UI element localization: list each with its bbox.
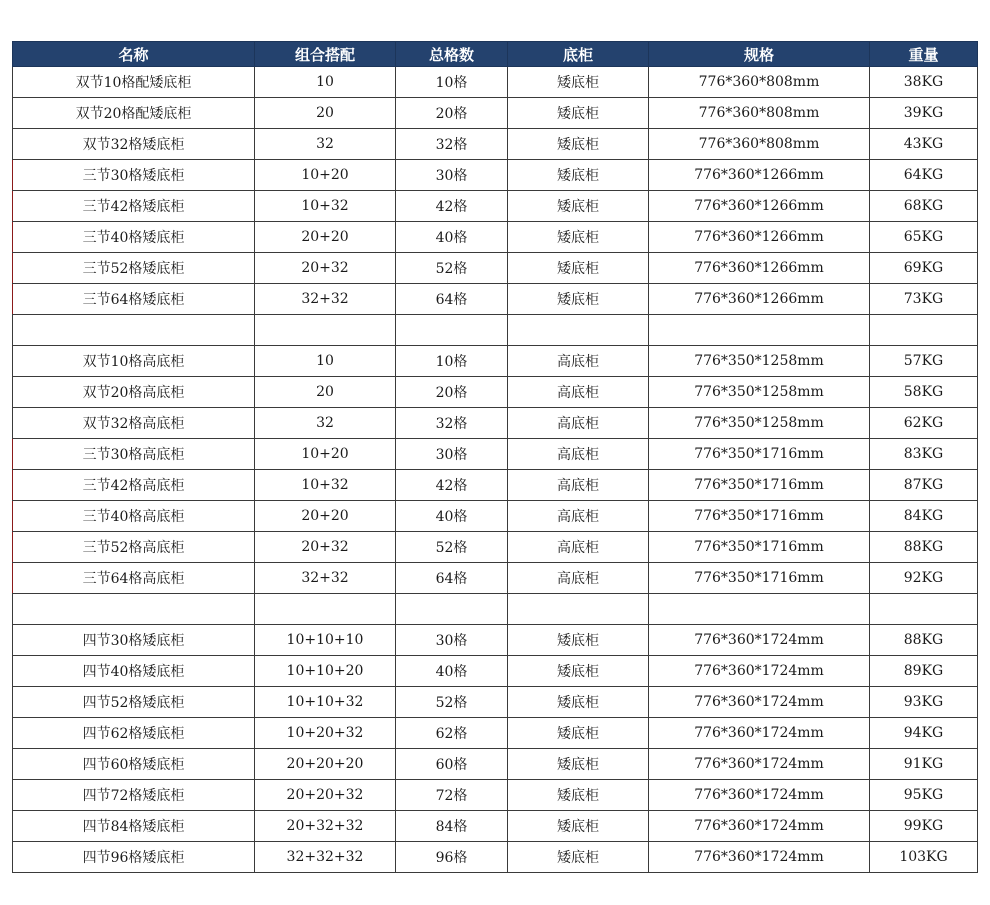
column-header-total-slots: 总格数 <box>396 42 508 67</box>
cell-name: 三节64格高底柜 <box>13 563 255 594</box>
cell-base-cabinet: 矮底柜 <box>508 284 649 315</box>
cell-base-cabinet: 高底柜 <box>508 501 649 532</box>
cell-combination: 20+20+20 <box>255 749 396 780</box>
cell-base-cabinet: 高底柜 <box>508 346 649 377</box>
column-header-combination: 组合搭配 <box>255 42 396 67</box>
cell-spec: 776*350*1258mm <box>649 377 870 408</box>
separator-row <box>13 594 978 625</box>
cell-name: 三节52格矮底柜 <box>13 253 255 284</box>
cell-base-cabinet: 高底柜 <box>508 470 649 501</box>
cell-weight: 89KG <box>870 656 978 687</box>
cell-total-slots: 64格 <box>396 563 508 594</box>
cell-combination: 20+32+32 <box>255 811 396 842</box>
cell-total-slots: 20格 <box>396 377 508 408</box>
cell-total-slots: 10格 <box>396 67 508 98</box>
cell-weight: 95KG <box>870 780 978 811</box>
cell-spec: 776*360*1724mm <box>649 811 870 842</box>
cell-spec: 776*360*1266mm <box>649 253 870 284</box>
cell-combination: 32+32 <box>255 563 396 594</box>
cell-name: 双节10格高底柜 <box>13 346 255 377</box>
cell-name: 四节96格矮底柜 <box>13 842 255 873</box>
table-row <box>13 470 978 501</box>
cell-total-slots: 40格 <box>396 222 508 253</box>
cell-total-slots <box>396 315 508 346</box>
cell-combination: 10+20+32 <box>255 718 396 749</box>
cell-combination: 10+10+20 <box>255 656 396 687</box>
cell-combination: 10+10+10 <box>255 625 396 656</box>
cell-combination: 10+10+32 <box>255 687 396 718</box>
cell-combination: 20+20 <box>255 222 396 253</box>
cell-weight: 58KG <box>870 377 978 408</box>
cell-combination: 20 <box>255 377 396 408</box>
cell-total-slots: 64格 <box>396 284 508 315</box>
cell-base-cabinet: 矮底柜 <box>508 749 649 780</box>
cell-weight: 103KG <box>870 842 978 873</box>
table-row <box>13 811 978 842</box>
table-row <box>13 501 978 532</box>
cell-base-cabinet: 矮底柜 <box>508 129 649 160</box>
cell-weight: 88KG <box>870 532 978 563</box>
cell-weight: 62KG <box>870 408 978 439</box>
table-row <box>13 284 978 315</box>
cell-spec: 776*350*1716mm <box>649 532 870 563</box>
cell-name: 三节42格高底柜 <box>13 470 255 501</box>
cell-weight: 93KG <box>870 687 978 718</box>
cell-name: 四节40格矮底柜 <box>13 656 255 687</box>
cell-combination: 20+20 <box>255 501 396 532</box>
cell-total-slots: 42格 <box>396 191 508 222</box>
cell-name: 三节30格矮底柜 <box>13 160 255 191</box>
cell-combination: 32 <box>255 408 396 439</box>
cell-spec: 776*360*808mm <box>649 67 870 98</box>
cell-name: 三节64格矮底柜 <box>13 284 255 315</box>
cell-spec: 776*360*1724mm <box>649 687 870 718</box>
cell-spec: 776*350*1716mm <box>649 563 870 594</box>
cell-weight: 73KG <box>870 284 978 315</box>
cell-name: 三节30格高底柜 <box>13 439 255 470</box>
cell-spec <box>649 315 870 346</box>
cell-spec: 776*360*1724mm <box>649 749 870 780</box>
cell-spec: 776*360*1724mm <box>649 780 870 811</box>
table-row <box>13 749 978 780</box>
cell-weight: 88KG <box>870 625 978 656</box>
cell-base-cabinet <box>508 315 649 346</box>
cell-total-slots: 10格 <box>396 346 508 377</box>
cell-weight: 64KG <box>870 160 978 191</box>
cell-weight: 69KG <box>870 253 978 284</box>
cell-total-slots: 30格 <box>396 439 508 470</box>
table-row <box>13 532 978 563</box>
cell-combination: 20+32 <box>255 532 396 563</box>
spec-table <box>12 41 978 873</box>
cell-name: 四节60格矮底柜 <box>13 749 255 780</box>
cell-spec: 776*360*1724mm <box>649 842 870 873</box>
cell-combination: 20+32 <box>255 253 396 284</box>
cell-combination <box>255 315 396 346</box>
cell-spec: 776*360*1724mm <box>649 625 870 656</box>
cell-name: 三节42格矮底柜 <box>13 191 255 222</box>
table-row <box>13 67 978 98</box>
table-row <box>13 160 978 191</box>
cell-weight: 87KG <box>870 470 978 501</box>
cell-weight: 83KG <box>870 439 978 470</box>
cell-total-slots: 40格 <box>396 656 508 687</box>
cell-total-slots: 52格 <box>396 532 508 563</box>
table-row <box>13 377 978 408</box>
cell-weight <box>870 315 978 346</box>
table-row <box>13 129 978 160</box>
cell-spec: 776*350*1716mm <box>649 501 870 532</box>
cell-name <box>13 594 255 625</box>
table-row <box>13 408 978 439</box>
cell-name: 双节20格高底柜 <box>13 377 255 408</box>
cell-weight <box>870 594 978 625</box>
cell-total-slots: 96格 <box>396 842 508 873</box>
cell-weight: 65KG <box>870 222 978 253</box>
cell-spec: 776*360*808mm <box>649 98 870 129</box>
column-header-spec: 规格 <box>649 42 870 67</box>
cell-base-cabinet: 矮底柜 <box>508 98 649 129</box>
cell-base-cabinet: 高底柜 <box>508 532 649 563</box>
cell-total-slots: 32格 <box>396 408 508 439</box>
cell-base-cabinet: 矮底柜 <box>508 656 649 687</box>
cell-spec <box>649 594 870 625</box>
cell-total-slots: 62格 <box>396 718 508 749</box>
cell-name: 三节40格矮底柜 <box>13 222 255 253</box>
cell-total-slots: 84格 <box>396 811 508 842</box>
cell-combination: 10 <box>255 346 396 377</box>
cell-base-cabinet: 高底柜 <box>508 377 649 408</box>
cell-name: 四节30格矮底柜 <box>13 625 255 656</box>
cell-total-slots: 30格 <box>396 625 508 656</box>
column-header-base-cabinet: 底柜 <box>508 42 649 67</box>
table-row <box>13 191 978 222</box>
cell-name: 双节32格矮底柜 <box>13 129 255 160</box>
cell-total-slots: 60格 <box>396 749 508 780</box>
cell-base-cabinet: 矮底柜 <box>508 253 649 284</box>
cell-combination: 10 <box>255 67 396 98</box>
cell-spec: 776*360*1266mm <box>649 284 870 315</box>
cell-name: 三节52格高底柜 <box>13 532 255 563</box>
cell-total-slots: 30格 <box>396 160 508 191</box>
cell-total-slots: 20格 <box>396 98 508 129</box>
column-header-name: 名称 <box>13 42 255 67</box>
cell-weight: 91KG <box>870 749 978 780</box>
table-row <box>13 563 978 594</box>
cell-weight: 57KG <box>870 346 978 377</box>
cell-base-cabinet: 高底柜 <box>508 439 649 470</box>
cell-name: 四节72格矮底柜 <box>13 780 255 811</box>
cell-combination: 10+32 <box>255 470 396 501</box>
cell-base-cabinet: 矮底柜 <box>508 67 649 98</box>
cell-base-cabinet: 矮底柜 <box>508 780 649 811</box>
cell-weight: 38KG <box>870 67 978 98</box>
separator-row <box>13 315 978 346</box>
cell-total-slots: 72格 <box>396 780 508 811</box>
table-row <box>13 718 978 749</box>
cell-base-cabinet: 矮底柜 <box>508 718 649 749</box>
table-body <box>13 67 978 873</box>
cell-weight: 84KG <box>870 501 978 532</box>
table-row <box>13 439 978 470</box>
table-row <box>13 780 978 811</box>
cell-base-cabinet: 矮底柜 <box>508 191 649 222</box>
cell-weight: 99KG <box>870 811 978 842</box>
cell-combination: 10+32 <box>255 191 396 222</box>
cell-spec: 776*350*1716mm <box>649 470 870 501</box>
cell-name: 三节40格高底柜 <box>13 501 255 532</box>
cell-combination: 32 <box>255 129 396 160</box>
cell-base-cabinet <box>508 594 649 625</box>
cell-base-cabinet: 矮底柜 <box>508 160 649 191</box>
table-row <box>13 346 978 377</box>
cell-combination: 20 <box>255 98 396 129</box>
cell-spec: 776*360*1266mm <box>649 222 870 253</box>
cell-name: 双节20格配矮底柜 <box>13 98 255 129</box>
cell-spec: 776*360*1266mm <box>649 191 870 222</box>
cell-total-slots: 40格 <box>396 501 508 532</box>
cell-spec: 776*350*1716mm <box>649 439 870 470</box>
cell-total-slots <box>396 594 508 625</box>
header-row <box>13 42 978 67</box>
cell-spec: 776*360*1266mm <box>649 160 870 191</box>
column-header-weight: 重量 <box>870 42 978 67</box>
cell-combination: 32+32+32 <box>255 842 396 873</box>
cell-name: 四节52格矮底柜 <box>13 687 255 718</box>
cell-name <box>13 315 255 346</box>
cell-spec: 776*350*1258mm <box>649 408 870 439</box>
cell-base-cabinet: 矮底柜 <box>508 625 649 656</box>
cell-combination <box>255 594 396 625</box>
cell-spec: 776*360*1724mm <box>649 718 870 749</box>
cell-name: 四节84格矮底柜 <box>13 811 255 842</box>
cell-name: 双节10格配矮底柜 <box>13 67 255 98</box>
cell-total-slots: 52格 <box>396 687 508 718</box>
cell-total-slots: 42格 <box>396 470 508 501</box>
cell-name: 双节32格高底柜 <box>13 408 255 439</box>
cell-weight: 94KG <box>870 718 978 749</box>
cell-base-cabinet: 高底柜 <box>508 563 649 594</box>
cell-name: 四节62格矮底柜 <box>13 718 255 749</box>
cell-weight: 92KG <box>870 563 978 594</box>
cell-spec: 776*350*1258mm <box>649 346 870 377</box>
table-row <box>13 625 978 656</box>
cell-combination: 32+32 <box>255 284 396 315</box>
cell-base-cabinet: 高底柜 <box>508 408 649 439</box>
cell-combination: 10+20 <box>255 160 396 191</box>
table-row <box>13 253 978 284</box>
table-row <box>13 687 978 718</box>
table-row <box>13 98 978 129</box>
cell-combination: 20+20+32 <box>255 780 396 811</box>
cell-base-cabinet: 矮底柜 <box>508 222 649 253</box>
table-header <box>13 42 978 67</box>
cell-base-cabinet: 矮底柜 <box>508 811 649 842</box>
cell-base-cabinet: 矮底柜 <box>508 687 649 718</box>
cell-spec: 776*360*808mm <box>649 129 870 160</box>
cell-total-slots: 32格 <box>396 129 508 160</box>
table-row <box>13 222 978 253</box>
cell-base-cabinet: 矮底柜 <box>508 842 649 873</box>
cell-combination: 10+20 <box>255 439 396 470</box>
cell-weight: 68KG <box>870 191 978 222</box>
cell-spec: 776*360*1724mm <box>649 656 870 687</box>
cell-weight: 43KG <box>870 129 978 160</box>
cell-weight: 39KG <box>870 98 978 129</box>
cell-total-slots: 52格 <box>396 253 508 284</box>
table-row <box>13 656 978 687</box>
table-row <box>13 842 978 873</box>
